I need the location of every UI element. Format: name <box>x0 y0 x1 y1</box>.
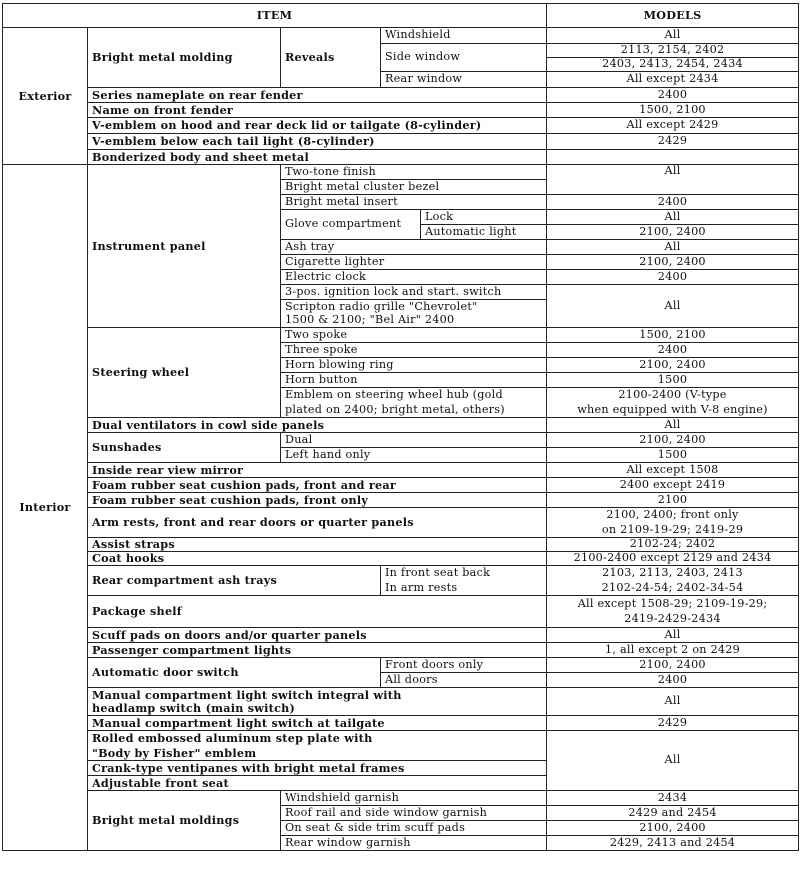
models-header: MODELS <box>547 4 799 28</box>
rear-ash-trays-label: Rear compartment ash trays <box>88 566 381 596</box>
cigarette-lighter-models: 2100, 2400 <box>547 255 799 270</box>
table-row <box>3 508 799 523</box>
table-row <box>3 643 799 658</box>
mirror-label: Inside rear view mirror <box>88 463 547 478</box>
arm-rests-models-1: 2100, 2400; front only <box>547 508 799 523</box>
package-shelf-label: Package shelf <box>88 596 547 628</box>
rear-window-garnish-models: 2429, 2413 and 2454 <box>547 836 799 851</box>
dual-models: 2100, 2400 <box>547 433 799 448</box>
table-row <box>3 791 799 806</box>
table-row <box>3 88 799 103</box>
three-spoke-models: 2400 <box>547 343 799 358</box>
left-hand-only-label: Left hand only <box>281 448 547 463</box>
manual-tailgate-label: Manual compartment light switch at tailgate <box>88 716 547 731</box>
electric-clock-label: Electric clock <box>281 270 547 285</box>
horn-ring-models: 2100, 2400 <box>547 358 799 373</box>
assist-straps-label: Assist straps <box>88 538 547 552</box>
side-window-models-1: 2113, 2154, 2402 <box>547 44 799 58</box>
windshield-garnish-label: Windshield garnish <box>281 791 547 806</box>
coat-hooks-label: Coat hooks <box>88 552 547 566</box>
package-shelf-models-2: 2419-2429-2434 <box>547 612 799 628</box>
table-row <box>3 596 799 612</box>
automatic-light-label: Automatic light <box>421 225 547 240</box>
bonderized-label: Bonderized body and sheet metal <box>88 150 547 165</box>
rear-window-label: Rear window <box>381 72 547 88</box>
windshield-label: Windshield <box>381 28 547 44</box>
bright-metal-molding-label: Bright metal molding <box>88 28 281 88</box>
cluster-bezel-label: Bright metal cluster bezel <box>281 180 547 195</box>
table-row <box>3 433 799 448</box>
horn-button-models: 1500 <box>547 373 799 388</box>
steering-wheel-label: Steering wheel <box>88 328 281 418</box>
name-front-fender-models: 1500, 2100 <box>547 103 799 118</box>
automatic-light-models: 2100, 2400 <box>547 225 799 240</box>
scuff-pads-models: All <box>547 628 799 643</box>
left-hand-only-models: 1500 <box>547 448 799 463</box>
manual-switch-label-2: headlamp switch (main switch) <box>88 702 547 716</box>
dual-label: Dual <box>281 433 547 448</box>
series-nameplate-label: Series nameplate on rear fender <box>88 88 547 103</box>
all-doors-models: 2400 <box>547 673 799 688</box>
horn-button-label: Horn button <box>281 373 547 388</box>
front-doors-only-label: Front doors only <box>381 658 547 673</box>
scuff-trim-models: 2100, 2400 <box>547 821 799 836</box>
ignition-scripton-models: All <box>547 285 799 328</box>
bright-insert-label: Bright metal insert <box>281 195 547 210</box>
manual-switch-models: All <box>547 688 799 716</box>
name-front-fender-label: Name on front fender <box>88 103 547 118</box>
table-row <box>3 118 799 134</box>
two-spoke-models: 1500, 2100 <box>547 328 799 343</box>
table-row <box>3 716 799 731</box>
emblem-hub-models-2: when equipped with V-8 engine) <box>547 403 799 418</box>
windshield-garnish-models: 2434 <box>547 791 799 806</box>
auto-door-switch-label: Automatic door switch <box>88 658 381 688</box>
package-shelf-models-1: All except 1508-29; 2109-19-29; <box>547 596 799 612</box>
table-row <box>3 103 799 118</box>
scuff-pads-label: Scuff pads on doors and/or quarter panels <box>88 628 547 643</box>
horn-ring-label: Horn blowing ring <box>281 358 547 373</box>
dual-ventilators-models: All <box>547 418 799 433</box>
table-row <box>3 165 799 180</box>
dual-ventilators-label: Dual ventilators in cowl side panels <box>88 418 547 433</box>
table-row <box>3 478 799 493</box>
spec-sheet <box>2 3 798 874</box>
passenger-lights-models: 1, all except 2 on 2429 <box>547 643 799 658</box>
passenger-lights-label: Passenger compartment lights <box>88 643 547 658</box>
foam-front-only-label: Foam rubber seat cushion pads, front only <box>88 493 547 508</box>
coat-hooks-models: 2100-2400 except 2129 and 2434 <box>547 552 799 566</box>
rear-window-garnish-label: Rear window garnish <box>281 836 547 851</box>
manual-switch-label-1: Manual compartment light switch integral with <box>88 688 547 702</box>
ash-tray-models: All <box>547 240 799 255</box>
step-group-models: All <box>547 731 799 791</box>
v-emblem-hood-label: V-emblem on hood and rear deck lid or tailgate (8-cylinder) <box>88 118 547 134</box>
arm-rests-label: Arm rests, front and rear doors or quarter panels <box>88 508 547 538</box>
arm-rests-models-2: on 2109-19-29; 2419-29 <box>547 523 799 538</box>
table-row <box>3 28 799 44</box>
table-row <box>3 418 799 433</box>
foam-front-rear-models: 2400 except 2419 <box>547 478 799 493</box>
lock-label: Lock <box>421 210 547 225</box>
adjustable-seat-label: Adjustable front seat <box>88 776 547 791</box>
table-row <box>3 538 799 552</box>
step-plate-label-1: Rolled embossed aluminum step plate with <box>88 731 547 746</box>
mirror-models: All except 1508 <box>547 463 799 478</box>
bonderized-models <box>547 150 799 165</box>
group-interior: Interior <box>3 165 88 851</box>
group-exterior: Exterior <box>3 28 88 165</box>
header-row <box>3 4 799 28</box>
rear-window-models: All except 2434 <box>547 72 799 88</box>
table-row <box>3 134 799 150</box>
bright-moldings-label: Bright metal moldings <box>88 791 281 851</box>
arm-rests-short-label: In arm rests <box>381 581 547 596</box>
assist-straps-models: 2102-24; 2402 <box>547 538 799 552</box>
cigarette-lighter-label: Cigarette lighter <box>281 255 547 270</box>
two-spoke-label: Two spoke <box>281 328 547 343</box>
lock-models: All <box>547 210 799 225</box>
foam-front-rear-label: Foam rubber seat cushion pads, front and rear <box>88 478 547 493</box>
table-row <box>3 328 799 343</box>
reveals-label: Reveals <box>281 28 381 88</box>
table-row <box>3 150 799 165</box>
table-row <box>3 658 799 673</box>
all-doors-label: All doors <box>381 673 547 688</box>
electric-clock-models: 2400 <box>547 270 799 285</box>
v-emblem-tail-label: V-emblem below each tail light (8-cylinder) <box>88 134 547 150</box>
table-row <box>3 688 799 702</box>
table-row <box>3 552 799 566</box>
scripton-label-2: 1500 & 2100; "Bel Air" 2400 <box>281 314 547 328</box>
foam-front-only-models: 2100 <box>547 493 799 508</box>
emblem-hub-models-1: 2100-2400 (V-type <box>547 388 799 403</box>
side-window-label: Side window <box>381 44 547 72</box>
v-emblem-hood-models: All except 2429 <box>547 118 799 134</box>
sunshades-label: Sunshades <box>88 433 281 463</box>
table-row <box>3 731 799 746</box>
roof-rail-models: 2429 and 2454 <box>547 806 799 821</box>
table-row <box>3 628 799 643</box>
emblem-hub-label-2: plated on 2400; bright metal, others) <box>281 403 547 418</box>
three-spoke-label: Three spoke <box>281 343 547 358</box>
table-row <box>3 463 799 478</box>
v-emblem-tail-models: 2429 <box>547 134 799 150</box>
ventipanes-label: Crank-type ventipanes with bright metal frames <box>88 761 547 776</box>
roof-rail-label: Roof rail and side window garnish <box>281 806 547 821</box>
windshield-models: All <box>547 28 799 44</box>
scuff-trim-label: On seat & side trim scuff pads <box>281 821 547 836</box>
step-plate-label-2: "Body by Fisher" emblem <box>88 746 547 761</box>
table-row <box>3 566 799 581</box>
front-doors-only-models: 2100, 2400 <box>547 658 799 673</box>
table-row <box>3 493 799 508</box>
ignition-lock-label: 3-pos. ignition lock and start. switch <box>281 285 547 300</box>
bright-insert-models: 2400 <box>547 195 799 210</box>
rear-ash-models-1: 2103, 2113, 2403, 2413 <box>547 566 799 581</box>
two-tone-label: Two-tone finish <box>281 165 547 180</box>
ash-tray-label: Ash tray <box>281 240 547 255</box>
front-seat-back-label: In front seat back <box>381 566 547 581</box>
emblem-hub-label-1: Emblem on steering wheel hub (gold <box>281 388 547 403</box>
side-window-models-2: 2403, 2413, 2454, 2434 <box>547 58 799 72</box>
rear-ash-models-2: 2102-24-54; 2402-34-54 <box>547 581 799 596</box>
manual-tailgate-models: 2429 <box>547 716 799 731</box>
item-header: ITEM <box>3 4 547 28</box>
instrument-panel-label: Instrument panel <box>88 165 281 328</box>
scripton-label-1: Scripton radio grille "Chevrolet" <box>281 300 547 314</box>
series-nameplate-models: 2400 <box>547 88 799 103</box>
features-table <box>2 3 799 851</box>
glove-compartment-label: Glove compartment <box>281 210 421 240</box>
two-tone-models: All <box>547 165 799 195</box>
